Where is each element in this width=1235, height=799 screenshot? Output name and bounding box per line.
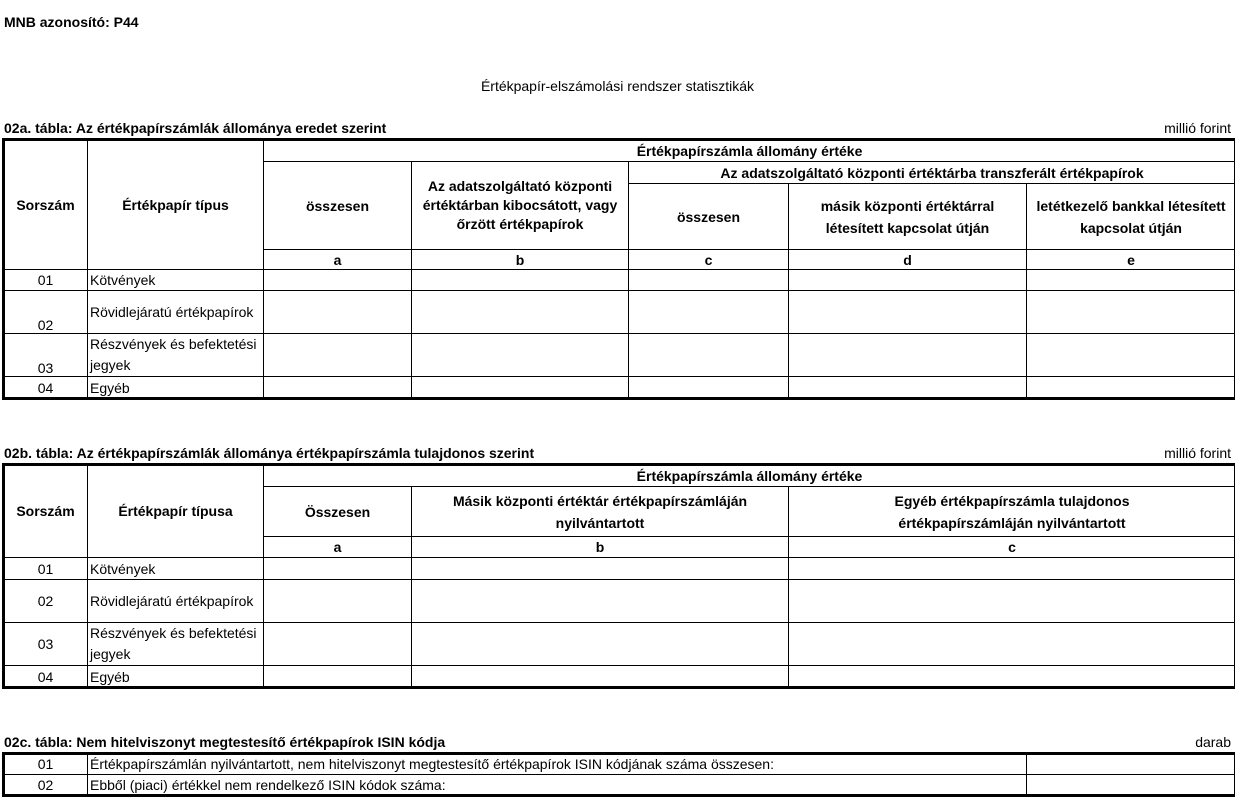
cell[interactable] — [789, 334, 1027, 377]
col-tipus: Értékpapír típusa — [88, 465, 264, 558]
table-a — [3, 139, 1235, 399]
cell[interactable] — [1027, 270, 1235, 291]
table-row — [4, 754, 1235, 775]
table-a-unit: millió forint — [1164, 120, 1231, 136]
table-row — [4, 334, 1235, 377]
letter-a: a — [264, 250, 412, 270]
cell[interactable] — [789, 666, 1235, 688]
row-num: 04 — [4, 377, 88, 399]
table-row — [4, 291, 1235, 334]
row-num: 02 — [4, 775, 88, 796]
col-sorszam: Sorszám — [4, 465, 88, 558]
cell[interactable] — [789, 558, 1235, 580]
cell[interactable] — [412, 580, 789, 623]
cell[interactable] — [1027, 334, 1235, 377]
transfer-header: Az adatszolgáltató központi értéktárba transzferált értékpapírok — [629, 162, 1235, 184]
cell[interactable] — [629, 334, 789, 377]
cell[interactable] — [264, 558, 412, 580]
table-b-unit: millió forint — [1164, 445, 1231, 461]
table-row — [4, 580, 1235, 623]
col-masik: Másik központi értéktár értékpapírszámláján nyilvántartott — [412, 487, 789, 537]
mnb-id — [4, 14, 139, 30]
table-row — [4, 377, 1235, 399]
cell[interactable] — [1027, 754, 1235, 775]
row-name: Kötvények — [88, 558, 264, 580]
table-c-unit: darab — [1195, 734, 1231, 750]
cell[interactable] — [264, 291, 412, 334]
row-num: 02 — [4, 580, 88, 623]
col-osszesen: Összesen — [264, 487, 412, 537]
letter-c: c — [629, 250, 789, 270]
letter-b: b — [412, 250, 629, 270]
page-title: Értékpapír-elszámolási rendszer statisztikák — [480, 78, 755, 94]
col-tipus: Értékpapír típus — [88, 140, 264, 270]
table-c — [3, 753, 1235, 796]
cell[interactable] — [412, 666, 789, 688]
row-name: Egyéb — [88, 666, 264, 688]
cell[interactable] — [264, 580, 412, 623]
row-num: 02 — [4, 291, 88, 334]
group-header: Értékpapírszámla állomány értéke — [264, 465, 1235, 487]
letter-c: c — [789, 537, 1235, 558]
cell[interactable] — [412, 334, 629, 377]
table-a-caption: 02a. tábla: Az értékpapírszámlák állománya eredet szerint — [4, 120, 387, 136]
mnb-id-code: P44 — [113, 14, 139, 30]
col-transfer-osszesen: összesen — [629, 184, 789, 250]
cell[interactable] — [789, 270, 1027, 291]
cell[interactable] — [264, 377, 412, 399]
cell[interactable] — [789, 377, 1027, 399]
row-num: 01 — [4, 270, 88, 291]
table-row — [4, 270, 1235, 291]
row-num: 01 — [4, 558, 88, 580]
col-osszesen: összesen — [264, 162, 412, 250]
row-name: Kötvények — [88, 270, 264, 291]
cell[interactable] — [412, 270, 629, 291]
table-b — [3, 464, 1235, 688]
cell[interactable] — [1027, 377, 1235, 399]
table-row — [4, 775, 1235, 796]
cell[interactable] — [1027, 775, 1235, 796]
letter-d: d — [789, 250, 1027, 270]
cell[interactable] — [789, 580, 1235, 623]
cell[interactable] — [264, 334, 412, 377]
cell[interactable] — [412, 291, 629, 334]
cell[interactable] — [629, 291, 789, 334]
letter-e: e — [1027, 250, 1235, 270]
table-c-caption: 02c. tábla: Nem hitelviszonyt megtestesítő értékpapírok ISIN kódja — [4, 734, 446, 750]
cell[interactable] — [412, 377, 629, 399]
row-name: Részvények és befektetési jegyek — [88, 334, 264, 377]
letter-a: a — [264, 537, 412, 558]
mnb-id-label: MNB azonosító: — [4, 14, 110, 30]
group-header: Értékpapírszámla állomány értéke — [264, 140, 1235, 162]
table-row — [4, 666, 1235, 688]
cell[interactable] — [264, 270, 412, 291]
col-kibocsatott: Az adatszolgáltató központi értéktárban kibocsátott, vagy őrzött értékpapírok — [412, 162, 629, 250]
cell[interactable] — [629, 270, 789, 291]
letter-b: b — [412, 537, 789, 558]
row-name: Rövidlejáratú értékpapírok — [88, 291, 264, 334]
col-letetkezelo: letétkezelő bankkal létesített kapcsolat útján — [1027, 184, 1235, 250]
cell[interactable] — [789, 623, 1235, 666]
table-b-caption: 02b. tábla: Az értékpapírszámlák állománya értékpapírszámla tulajdonos szerint — [4, 445, 535, 461]
row-name: Részvények és befektetési jegyek — [88, 623, 264, 666]
cell[interactable] — [1027, 291, 1235, 334]
row-num: 04 — [4, 666, 88, 688]
row-name: Rövidlejáratú értékpapírok — [88, 580, 264, 623]
cell[interactable] — [629, 377, 789, 399]
cell[interactable] — [412, 558, 789, 580]
row-name: Egyéb — [88, 377, 264, 399]
row-num: 03 — [4, 334, 88, 377]
col-masik: másik központi értéktárral létesített kapcsolat útján — [789, 184, 1027, 250]
row-name: Értékpapírszámlán nyilvántartott, nem hitelviszonyt megtestesítő értékpapírok ISIN kódjának száma összesen: — [88, 754, 1027, 775]
col-egyeb: Egyéb értékpapírszámla tulajdonos értékpapírszámláján nyilvántartott — [789, 487, 1235, 537]
row-num: 03 — [4, 623, 88, 666]
table-row — [4, 623, 1235, 666]
col-sorszam: Sorszám — [4, 140, 88, 270]
cell[interactable] — [264, 666, 412, 688]
row-name: Ebből (piaci) értékkel nem rendelkező ISIN kódok száma: — [88, 775, 1027, 796]
cell[interactable] — [264, 623, 412, 666]
cell[interactable] — [412, 623, 789, 666]
cell[interactable] — [789, 291, 1027, 334]
table-row — [4, 558, 1235, 580]
row-num: 01 — [4, 754, 88, 775]
